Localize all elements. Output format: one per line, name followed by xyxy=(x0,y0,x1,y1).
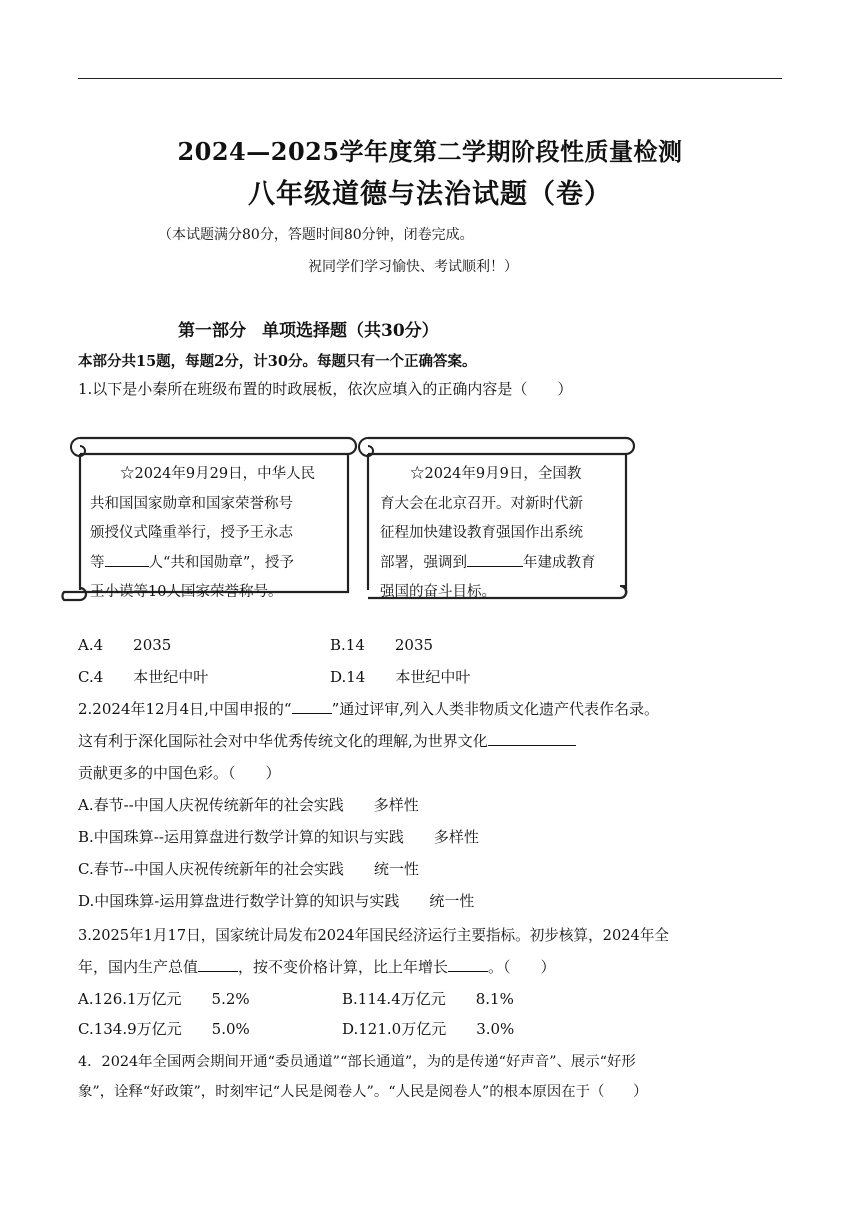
exam-subtitle: 八年级道德与法治试题（卷） xyxy=(248,179,612,210)
scroll-left-line2: 共和国国家勋章和国家荣誉称号 xyxy=(90,495,293,512)
q3-option-a[interactable]: A.126.1万亿元 5.2% xyxy=(78,990,250,1008)
q3-option-b[interactable]: B.114.4万亿元 8.1% xyxy=(342,990,514,1008)
scroll-right-line1: ☆2024年9月9日，全国教 xyxy=(410,466,582,482)
q2-line1-pre: 2.2024年12月4日,中国申报的“ xyxy=(78,700,292,718)
answer-blank[interactable] xyxy=(467,552,523,567)
scroll-right-text xyxy=(380,460,626,608)
q1-option-a[interactable]: A.4 2035 xyxy=(78,636,172,654)
scroll-left-text xyxy=(90,460,348,608)
part1-title-b: 单项选择题（共30分） xyxy=(262,321,439,341)
scroll-left-line4 xyxy=(90,549,348,579)
part1-title-a: 第一部分 xyxy=(178,321,246,341)
q2-option-d[interactable]: D.中国珠算-运用算盘进行数学计算的知识与实践 统一性 xyxy=(78,892,475,910)
q3-line2-a: 年，国内生产总值 xyxy=(78,958,199,976)
answer-blank[interactable] xyxy=(488,731,576,746)
q2-line2-text: 这有利于深化国际社会对中华优秀传统文化的理解,为世界文化 xyxy=(78,732,488,750)
scroll-left-line3: 颁授仪式隆重举行，授予王永志 xyxy=(90,525,293,541)
part1-title xyxy=(178,316,439,341)
scroll-right-line4-pre: 部署，强调到 xyxy=(380,554,467,571)
scroll-right-line4 xyxy=(380,549,626,579)
q2-line2 xyxy=(78,730,576,751)
exam-note-line2: 祝同学们学习愉快、考试顺利！） xyxy=(308,259,518,275)
answer-blank[interactable] xyxy=(105,552,149,567)
exam-note-line1: （本试题满分80分，答题时间80分钟，闭卷完成。 xyxy=(158,227,474,243)
scroll-right-line2: 育大会在北京召开。对新时代新 xyxy=(380,495,583,512)
part1-description: 本部分共15题，每题2分，计30分。每题只有一个正确答案。 xyxy=(78,353,477,370)
header-rule xyxy=(78,78,782,79)
q2-line1 xyxy=(78,698,659,719)
scroll-left-line4-post: 人“共和国勋章”，授予 xyxy=(148,554,294,571)
scroll-left-line1: ☆2024年9月29日，中华人民 xyxy=(120,466,316,482)
q1-scroll-left xyxy=(58,432,358,604)
q2-line3: 贡献更多的中国色彩。（ ） xyxy=(78,764,281,782)
answer-blank[interactable] xyxy=(448,957,488,972)
q3-option-c[interactable]: C.134.9万亿元 5.0% xyxy=(78,1020,250,1038)
q1-option-c[interactable]: C.4 本世纪中叶 xyxy=(78,668,209,686)
exam-title: 2024—2025学年度第二学期阶段性质量检测 xyxy=(177,137,683,166)
scroll-right-line4-post: 年建成教育 xyxy=(523,554,596,571)
q3-line2-c: 。（ ） xyxy=(488,958,556,976)
scroll-right-line3: 征程加快建设教育强国作出系统 xyxy=(380,525,583,541)
q3-option-d[interactable]: D.121.0万亿元 3.0% xyxy=(342,1020,515,1038)
q1-option-b[interactable]: B.14 2035 xyxy=(330,636,434,654)
q4-line2: 象”，诠释“好政策”，时刻牢记“人民是阅卷人”。“人民是阅卷人”的根本原因在于（ ） xyxy=(78,1084,648,1100)
q2-line1-post: ”通过评审,列入人类非物质文化遗产代表作名录。 xyxy=(331,700,660,718)
answer-blank[interactable] xyxy=(292,699,332,714)
q3-line2 xyxy=(78,956,556,977)
q1-option-d[interactable]: D.14 本世纪中叶 xyxy=(330,668,471,686)
scroll-right-line5: 强国的奋斗目标。 xyxy=(380,584,496,600)
q1-scroll-right xyxy=(358,432,636,604)
q2-option-a[interactable]: A.春节--中国人庆祝传统新年的社会实践 多样性 xyxy=(78,796,419,814)
q2-option-b[interactable]: B.中国珠算--运用算盘进行数学计算的知识与实践 多样性 xyxy=(78,828,479,846)
q1-stem: 1.以下是小秦所在班级布置的时政展板，依次应填入的正确内容是（ ） xyxy=(78,380,573,398)
q2-option-c[interactable]: C.春节--中国人庆祝传统新年的社会实践 统一性 xyxy=(78,860,419,878)
answer-blank[interactable] xyxy=(198,957,238,972)
scroll-left-line5: 王小谟等10人国家荣誉称号。 xyxy=(90,584,283,600)
q3-line1: 3.2025年1月17日，国家统计局发布2024年国民经济运行主要指标。初步核算，2024年全 xyxy=(78,927,670,944)
scroll-left-line4-pre: 等 xyxy=(90,554,105,571)
q4-line1: 4．2024年全国两会期间开通“委员通道”“部长通道”，为的是传递“好声音”、展示“好形 xyxy=(78,1054,636,1070)
q3-line2-b: ，按不变价格计算，比上年增长 xyxy=(238,958,449,976)
